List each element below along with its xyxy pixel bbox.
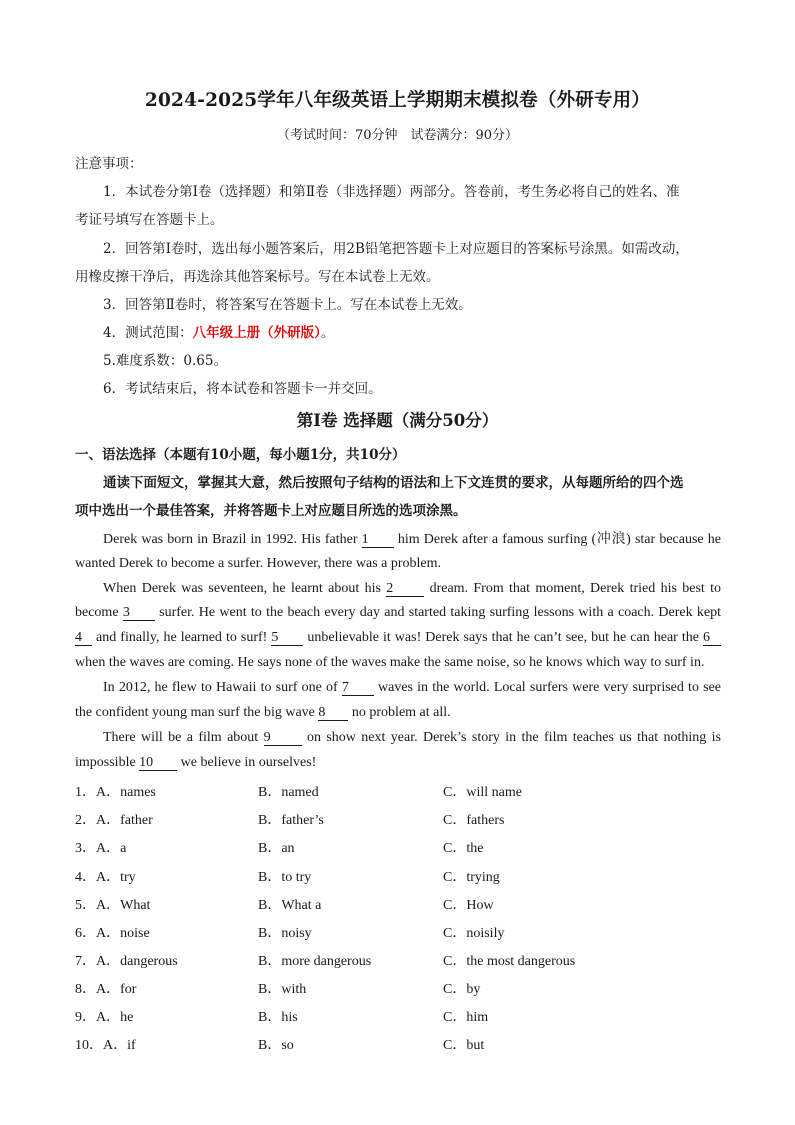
note-6: 6．考试结束后，将本试卷和答题卡一并交回。	[103, 381, 382, 397]
question-number: 3．	[75, 841, 96, 856]
option-a-text: A．father	[96, 813, 153, 828]
question-number: 8．	[75, 982, 96, 997]
blank-1: 1	[362, 533, 394, 548]
question-number: 10．	[75, 1038, 103, 1053]
passage-line: Derek was born in Brazil in 1992. His father 1 him Derek after a famous surfing (冲浪) star because he	[103, 532, 722, 547]
blank-8: 8	[318, 706, 348, 721]
option-c: C．fathers	[443, 813, 505, 828]
passage-line: wanted Derek to become a surfer. However, there was a problem.	[75, 556, 442, 571]
option-a	[75, 950, 178, 970]
exam-subtitle: （考试时间：70分钟 试卷满分：90分）	[276, 128, 519, 143]
option-c: C．but	[443, 1038, 485, 1053]
passage-line: In 2012, he flew to Hawaii to surf one of 7 waves in the world. Local surfers were very surprised to see	[103, 680, 721, 695]
option-c: C．the most dangerous	[443, 954, 576, 969]
option-b: B．What a	[258, 898, 322, 913]
blank-9: 9	[264, 731, 302, 746]
note-4-suffix: 。	[320, 325, 335, 341]
note-2: 2．回答第Ⅰ卷时，选出每小题答案后，用2B铅笔把答题卡上对应题目的答案标号涂黑。如需改动，	[103, 241, 689, 257]
note-1-cont: 考证号填写在答题卡上。	[75, 212, 224, 228]
instructions-cont: 项中选出一个最佳答案，并将答题卡上对应题目所选的选项涂黑。	[75, 503, 467, 519]
blank-2: 2	[386, 582, 424, 597]
option-a-text: A．noise	[96, 926, 150, 941]
option-a	[75, 922, 150, 942]
option-b: B．an	[258, 841, 295, 856]
note-4-prefix: 4．测试范围：	[103, 325, 193, 341]
note-1: 1．本试卷分第Ⅰ卷（选择题）和第Ⅱ卷（非选择题）两部分。答卷前，考生务必将自己的姓名、准	[103, 184, 680, 200]
option-a-text: A．he	[96, 1010, 134, 1025]
question-number: 2．	[75, 813, 96, 828]
option-c: C．trying	[443, 870, 500, 885]
option-b: B．to try	[258, 870, 312, 885]
question-number: 6．	[75, 926, 96, 941]
option-c: C．noisily	[443, 926, 505, 941]
note-5: 5.难度系数：0.65。	[103, 353, 227, 369]
notes-heading: 注意事项：	[75, 156, 143, 172]
option-b: B．noisy	[258, 926, 312, 941]
note-3: 3．回答第Ⅱ卷时，将答案写在答题卡上。写在本试卷上无效。	[103, 297, 472, 313]
question-number: 9．	[75, 1010, 96, 1025]
option-a-text: A．dangerous	[96, 954, 178, 969]
question-number: 1．	[75, 785, 96, 800]
option-a	[75, 837, 126, 857]
option-a	[75, 809, 153, 829]
blank-3: 3	[123, 606, 155, 621]
passage-line: There will be a film about 9 on show next year. Derek’s story in the film teaches us that nothing is	[103, 730, 722, 745]
section-title: 第Ⅰ卷 选择题（满分50分）	[296, 411, 499, 430]
blank-10: 10	[139, 756, 177, 771]
option-a	[75, 894, 150, 914]
option-a-text: A．if	[103, 1038, 136, 1053]
option-a-text: A．names	[96, 785, 156, 800]
note-2-cont: 用橡皮擦干净后，再选涂其他答案标号。写在本试卷上无效。	[75, 269, 440, 285]
question-number: 4．	[75, 870, 96, 885]
instructions: 通读下面短文，掌握其大意，然后按照句子结构的语法和上下文连贯的要求，从每题所给的四个选	[103, 475, 684, 491]
passage-line: 4 and finally, he learned to surf! 5 unbelievable it was! Derek says that he can’t see, but he can hear the 6	[75, 630, 721, 646]
option-b: B．his	[258, 1010, 298, 1025]
blank-4: 4	[75, 631, 92, 646]
option-c: C．will name	[443, 785, 522, 800]
option-a	[75, 781, 156, 801]
option-a-text: A．try	[96, 870, 136, 885]
option-a-text: A．for	[96, 982, 137, 997]
blank-7: 7	[342, 681, 374, 696]
option-b: B．with	[258, 982, 307, 997]
passage-line: When Derek was seventeen, he learnt about his 2 dream. From that moment, Derek tried his best to	[103, 581, 722, 596]
passage-line: become 3 surfer. He went to the beach every day and started taking surfing lessons with a coach. Derek kept	[75, 605, 722, 620]
option-a	[75, 1006, 133, 1026]
option-a	[75, 978, 136, 998]
option-c: C．How	[443, 898, 494, 913]
passage-line: the confident young man surf the big wave 8 no problem at all.	[75, 705, 451, 720]
blank-5: 5	[271, 631, 303, 646]
option-c: C．him	[443, 1010, 489, 1025]
note-4	[103, 321, 334, 341]
part-title: 一、语法选择（本题有10小题，每小题1分，共10分）	[75, 447, 406, 463]
option-a-text: A．a	[96, 841, 127, 856]
passage-line: when the waves are coming. He says none of the waves make the same noise, so he knows which way to surf in.	[75, 655, 705, 670]
option-b: B．so	[258, 1038, 294, 1053]
option-b: B．father’s	[258, 813, 324, 828]
option-a-text: A．What	[96, 898, 151, 913]
blank-6: 6	[703, 631, 721, 646]
question-number: 7．	[75, 954, 96, 969]
option-b: B．named	[258, 785, 319, 800]
test-range: 八年级上册（外研版）	[192, 325, 321, 341]
option-a	[75, 866, 136, 886]
passage-line: impossible 10 we believe in ourselves!	[75, 755, 317, 770]
exam-title: 2024-2025学年八年级英语上学期期末模拟卷（外研专用）	[144, 90, 651, 111]
option-b: B．more dangerous	[258, 954, 372, 969]
option-c: C．the	[443, 841, 484, 856]
question-number: 5．	[75, 898, 96, 913]
option-a	[75, 1034, 136, 1054]
option-c: C．by	[443, 982, 481, 997]
